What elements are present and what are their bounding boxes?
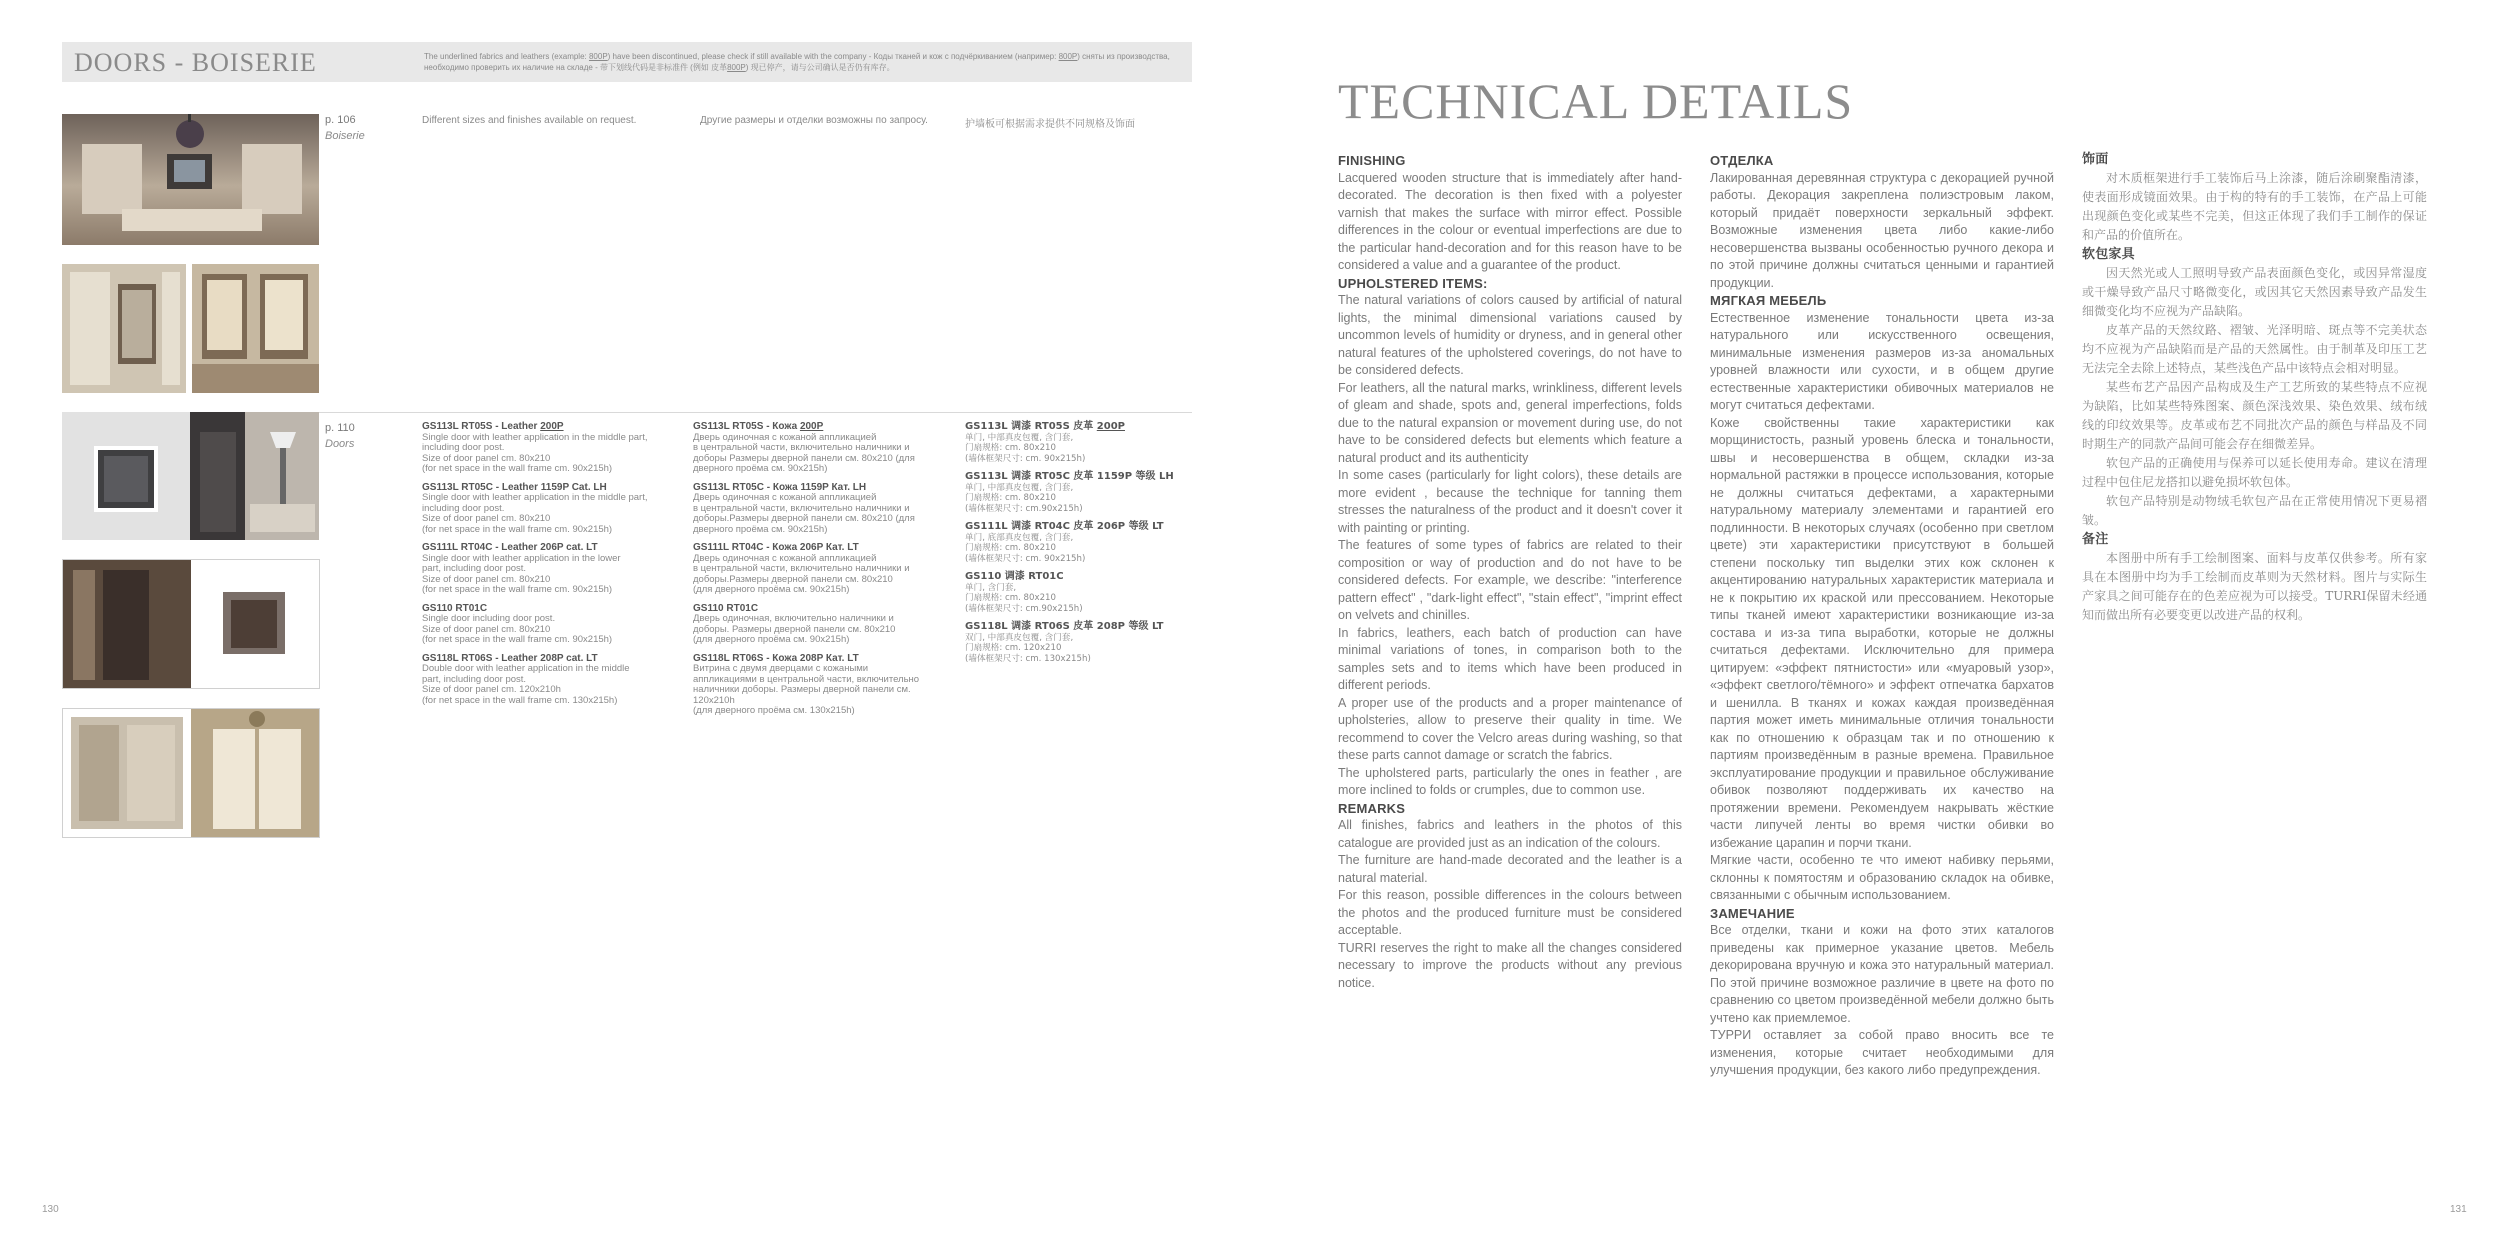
product-item <box>965 572 1215 614</box>
product-description-line: 门扇规格: cm. 80x210 <box>965 593 1056 603</box>
product-item <box>422 422 672 475</box>
door-double-photo <box>62 708 320 838</box>
section-paragraph: 皮革产品的天然纹路、褶皱、光泽明暗、斑点等不完美状态均不应视为产品缺陷而是产品的天然属性。由于制革及印压工艺无法完全去除上述特点，某些浅色产品中该特点会相对明显。 <box>2082 323 2427 375</box>
product-description-line: в центральной части, включительно наличники и <box>693 563 910 574</box>
doors-page-ref: p. 110 <box>325 422 355 434</box>
product-description-line: Size of door panel cm. 80x210 <box>422 623 551 635</box>
section-heading: 备注 <box>2082 532 2109 547</box>
section-paragraph: 对木质框架进行手工装饰后马上涂漆，随后涂刷聚酯清漆，使表面形成镜面效果。由于构的特有的手工装饰，在产品上可能出现颜色变化或某些不完美，但这正体现了我们手工制作的保证和产品的价值所在。 <box>2082 171 2427 242</box>
product-list-ru <box>693 422 943 725</box>
section-paragraph: Естественное изменение тональности цвета из-за натурального или искусственного освещения, минимальные изменения размеров из-за аномальных уровней влажности или сухости, и в общем другие естественные характеристики обивочных материалов не могут считаться дефектами. <box>1710 310 2054 412</box>
sizes-note-zh: 护墙板可根据需求提供不同规格及饰面 <box>965 119 1135 130</box>
product-item <box>965 422 1215 464</box>
product-list-zh <box>965 422 1215 672</box>
product-description-line: Size of door panel cm. 80x210 <box>422 513 551 524</box>
product-description-line: 双门, 中部真皮包覆, 含门套, <box>965 632 1074 643</box>
product-description-line: Дверь одиночная с кожаной аппликацией <box>693 431 877 443</box>
sizes-note-en: Different sizes and finishes available on request. <box>422 115 637 126</box>
section-heading: МЯГКАЯ МЕБЕЛЬ <box>1710 293 1827 308</box>
technical-text-zh <box>2082 150 2427 625</box>
product-description-line: (for net space in the wall frame cm. 90x215h) <box>422 584 613 595</box>
boiserie-page-ref: p. 106 <box>325 114 356 126</box>
product-description-line: (for net space in the wall frame cm. 90x215h) <box>422 523 613 535</box>
product-description-line: 单门, 中部真皮包覆, 含门套, <box>965 432 1074 443</box>
product-item <box>965 472 1215 514</box>
product-description-line: part, including door post. <box>422 673 527 685</box>
section-paragraph: A proper use of the products and a proper maintenance of upholsteries, allow to preserve their quality in time. We recommend to cover the Velcro areas during washing, so that these parts cannot damage or scratch the fabrics. <box>1338 695 1682 762</box>
section-paragraph: TURRI reserves the right to make all the changes considered necessary to improve the products without any previous notice. <box>1338 940 1682 990</box>
product-description-line: доборы. Размеры дверной панели см. 80x210 <box>693 623 896 635</box>
section-paragraph: Коже свойственны такие характеристики как морщинистость, разный уровень блеска и тональности, швы и несовершенства в общем, складки из-за нормальной растяжки в процессе использования, которые не должны считаться дефектами, а характерными натуральному материалу элементами и гарантией его подлинности. В некоторых случаях (особенно при светлом цвете) эти характеристики присутствуют в большей степени поскольку тип выделки этих кож склонен к акцентированию натуральных характеристик материала и не к покрытию их краской или прессованием. Некоторые типы тканей имеют характеристики возникающие из-за состава и из-за типа выработки, которые не должны считаться дефектами. Исключительно для примера цитируем: «эффект пятнистости» или «муаровый узор», «эффект светлого/тёмного» и эффект отпечатка бархатов и шенилла. В тканях и кожах каждая произведённая партия может иметь минимальные отличия тональности как по отношению к образцам так и по отношению к партиям произведённым в разные времена. Правильное эксплуатирование продукции и правильное обслуживание обивок позволяют поддерживать их качество на протяжении времени. Рекомендуем накрывать жёсткие части липучей ленты во время чистки обивки во избежание царапин и порчи ткани. <box>1710 415 2054 850</box>
section-paragraph: The features of some types of fabrics are related to their composition or way of production and do not have to be considered defects. For example, we describe: "interference pattern effect" , "dark-light effect", "stain effect", "imprint effect on velvets and chinilles. <box>1338 538 1682 622</box>
product-item <box>693 604 943 646</box>
section-heading: ОТДЕЛКА <box>1710 153 1774 168</box>
product-description-line: (for net space in the wall frame cm. 130x215h) <box>422 694 618 706</box>
technical-details-title: TECHNICAL DETAILS <box>1338 73 1854 129</box>
doors-reference <box>325 422 355 450</box>
section-heading: ЗАМЕЧАНИЕ <box>1710 905 1795 921</box>
product-item <box>422 654 672 707</box>
product-description-line: дверного проёма см. 90x215h) <box>693 523 828 535</box>
product-description-line: (for net space in the wall frame cm. 90x215h) <box>422 634 613 645</box>
product-item <box>693 654 943 717</box>
boiserie-detail-photo-left <box>62 264 186 393</box>
product-description-line: (for net space in the wall frame cm. 90x215h) <box>422 463 613 474</box>
section-heading: 饰面 <box>2082 152 2109 167</box>
sizes-note-ru: Другие размеры и отделки возможны по запросу. <box>700 115 928 126</box>
product-code: GS113L RT05S - Кожа 200P <box>693 421 824 432</box>
product-code: GS113L 调漆 RT05C 皮革 1159P 等级 LH <box>965 471 1174 482</box>
product-description-line: Double door with leather application in the middle <box>422 663 630 674</box>
product-code: GS118L RT06S - Leather 208P cat. LT <box>422 652 598 664</box>
technical-text-en <box>1338 152 1682 992</box>
section-paragraph: In fabrics, leathers, each batch of production can have minimal variations of tones, in comparison both to the samples sets and to items which have been produced in different periods. <box>1338 625 1682 692</box>
product-list-en <box>422 422 672 714</box>
page-number-right: 131 <box>2450 1204 2467 1215</box>
product-code: GS113L RT05S - Leather 200P <box>422 421 564 432</box>
product-description-line: including door post. <box>422 442 505 453</box>
door-interior-photo <box>190 412 319 540</box>
door-gray-photo <box>62 412 190 540</box>
door-dark-photo <box>62 559 320 689</box>
product-description-line: Дверь одиночная с кожаной аппликацией <box>693 492 877 503</box>
section-paragraph: For leathers, all the natural marks, wrinkliness, different levels of gleam and shade, spots and, general imperfections, folds due to the natural expansion or movement during use, do not have to be considered defects but elements which feature a natural product and its authenticity <box>1338 380 1682 465</box>
product-description-line: (墙体框架尺寸: cm. 90x215h) <box>965 453 1086 464</box>
product-description-line: аппликациями в центральной части, включительно <box>693 673 920 685</box>
product-description-line: Дверь одиночная с кожаной аппликацией <box>693 552 877 564</box>
doors-category: Doors <box>325 438 355 450</box>
section-paragraph: Все отделки, ткани и кожи на фото этих каталогов приведены как примерное указание цветов. Мебель декорирована вручную и кожа это натуральный материал. По этой причине возможное различие в цвете на фото по сравнению со цветом произведённой мебели должно быть учтено как приемлемое. <box>1710 923 2054 1025</box>
product-description-line: Size of door panel cm. 80x210 <box>422 573 551 585</box>
boiserie-category: Boiserie <box>325 130 365 142</box>
leather-code: 200P <box>1096 421 1125 432</box>
section-paragraph: ТУРРИ оставляет за собой право вносить все те изменения, которые считает необходимыми для улучшения продукции, без какого либо предупреждения. <box>1710 1028 2054 1077</box>
product-item <box>693 543 943 596</box>
product-description-line: part, including door post. <box>422 563 527 574</box>
discontinued-note: The underlined fabrics and leathers (example: 800P) have been discontinued, please check if still available with the company - Коды тканей и кож с подчёркиванием (например: 800P) сняты из производства, необходимо проверить их наличие на складе - 带下划线代码是非标准件 (例如 皮革800P) 现已停产，请与公司确认是否仍有库存。 <box>424 52 1170 72</box>
product-description-line: Дверь одиночная, включительно наличники и <box>693 613 894 624</box>
section-paragraph: 软包产品的正确使用与保养可以延长使用寿命。建议在清理过程中包住尼龙搭扣以避免损坏软包体。 <box>2082 456 2427 489</box>
section-paragraph: Мягкие части, особенно те что имеют набивку перьями, склонны к помятостям и образованию складок на обивке, связанными с обычным использованием. <box>1710 853 2054 902</box>
section-header-band <box>62 42 1192 82</box>
product-description-line: в центральной части, включительно наличники и <box>693 502 910 514</box>
product-code: GS113L RT05C - Leather 1159P Cat. LH <box>422 481 607 493</box>
product-description-line: наличники доборы. Размеры дверной панели см. <box>693 684 911 695</box>
product-description-line: Single door with leather application in the middle part, <box>422 431 648 443</box>
section-paragraph: 本图册中所有手工绘制图案、面料与皮革仅供参考。所有家具在本图册中均为手工绘制而皮革则为天然材料。图片与实际生产家具之间可能存在的色差应视为可以接受。TURRI保留未经通知而做出所有必要变更以改进产品的权利。 <box>2082 551 2427 622</box>
product-description-line: дверного проёма см. 90x215h) <box>693 463 828 474</box>
section-heading: FINISHING <box>1338 153 1406 168</box>
section-paragraph: All finishes, fabrics and leathers in the photos of this catalogue are provided just as an indication of the colours. <box>1338 818 1682 850</box>
product-code: GS111L RT04C - Кожа 206P Кат. LT <box>693 542 859 553</box>
product-code: GS118L 调漆 RT06S 皮革 208P 等级 LT <box>965 621 1164 632</box>
product-description-line: 门扇规格: cm. 80x210 <box>965 443 1056 453</box>
section-paragraph: Лакированная деревянная структура с декорацией ручной работы. Декорация закреплена полиэстровым лаком, который придаёт поверхности зеркальный эффект. Возможные изменения цвета либо какие-либо несовершенства вызваны особенностью ручного декора и по этой причине должны считаться ценными и гарантией продукции. <box>1710 170 2054 290</box>
product-description-line: доборы.Размеры дверной панели см. 80x210 <box>693 573 893 585</box>
section-paragraph: Lacquered wooden structure that is immediately after hand-decorated. The decoration is then fixed with a polyester varnish that makes the surface with mirror effect. Possible differences in the colour or eventual imperfections are due to the particular hand-decoration and for this reason have to be considered a value and a guarantee of the product. <box>1338 170 1682 272</box>
product-code: GS110 RT01C <box>693 602 759 614</box>
product-description-line: (墙体框架尺寸: cm. 130x215h) <box>965 653 1091 664</box>
leather-code: 200P <box>540 421 564 432</box>
product-description-line: (墙体框架尺寸: cm.90x215h) <box>965 503 1083 514</box>
product-item <box>422 543 672 596</box>
product-description-line: (для дверного проёма см. 90x215h) <box>693 634 850 645</box>
section-title: DOORS - BOISERIE <box>74 48 317 77</box>
product-item <box>965 522 1215 564</box>
product-description-line: доборы Размеры дверной панели см. 80x210 (для <box>693 452 915 464</box>
product-description-line: доборы.Размеры дверной панели см. 80x210 (для <box>693 513 915 524</box>
product-description-line: Витрина с двумя дверцами с кожаными <box>693 663 869 674</box>
section-paragraph: The furniture are hand-made decorated and the leather is a natural material. <box>1338 853 1682 885</box>
section-paragraph: The upholstered parts, particularly the ones in feather , are more inclined to folds or crumples, due to common use. <box>1338 765 1682 797</box>
product-item <box>693 422 943 475</box>
product-code: GS111L 调漆 RT04C 皮革 206P 等级 LT <box>965 521 1164 532</box>
product-description-line: Single door including door post. <box>422 613 556 624</box>
page-number-left: 130 <box>42 1204 59 1215</box>
product-description-line: Single door with leather application in the lower <box>422 552 621 564</box>
product-item <box>693 483 943 536</box>
right-page <box>1250 0 2500 1250</box>
product-description-line: в центральной части, включительно наличники и <box>693 442 910 453</box>
boiserie-reference <box>325 114 365 142</box>
product-description-line: Single door with leather application in the middle part, <box>422 492 648 503</box>
product-description-line: including door post. <box>422 502 505 514</box>
product-item <box>422 483 672 536</box>
section-paragraph: 软包产品特别是动物绒毛软包产品在正常使用情况下更易褶皱。 <box>2082 494 2427 527</box>
leather-code: 200P <box>799 421 824 432</box>
product-description-line: 门扇规格: cm. 80x210 <box>965 493 1056 503</box>
section-paragraph: For this reason, possible differences in the colours between the photos and the produced furniture must be considered acceptable. <box>1338 888 1682 937</box>
product-code: GS111L RT04C - Leather 206P cat. LT <box>422 542 598 553</box>
product-description-line: (для дверного проёма см. 130x215h) <box>693 705 855 716</box>
section-paragraph: In some cases (particularly for light colors), these details are more evident , because the technique for tanning them stresses the naturalness of the product and it doesn't cover it with painting or printing. <box>1338 468 1682 535</box>
product-description-line: Size of door panel cm. 80x210 <box>422 452 551 464</box>
product-item <box>422 604 672 646</box>
product-description-line: (для дверного проёма см. 90x215h) <box>693 584 850 595</box>
section-heading: UPHOLSTERED ITEMS: <box>1338 275 1488 291</box>
section-heading: REMARKS <box>1338 800 1406 816</box>
product-description-line: 门扇规格: cm. 120x210 <box>965 643 1062 653</box>
product-item <box>965 622 1215 664</box>
section-paragraph: The natural variations of colors caused by artificial of natural lights, the minimal dimensional variations caused by uncommon levels of humidity or dryness, and in general other natural features of the upholstered coverings, do not have to be considered defects. <box>1338 293 1682 377</box>
product-description-line: (墙体框架尺寸: cm.90x215h) <box>965 603 1083 614</box>
boiserie-detail-photo-right <box>192 264 319 393</box>
product-code: GS113L RT05C - Кожа 1159P Кат. LH <box>693 481 867 493</box>
boiserie-room-photo <box>62 114 319 245</box>
technical-text-ru <box>1710 152 2054 1080</box>
product-description-line: 单门, 含门套, <box>965 582 1017 593</box>
product-description-line: 单门, 底部真皮包覆, 含门套, <box>965 532 1074 543</box>
product-code: GS113L 调漆 RT05S 皮革 200P <box>965 421 1125 432</box>
section-paragraph: 因天然光或人工照明导致产品表面颜色变化，或因异常湿度或干燥导致产品尺寸略微变化，或因其它天然因素导致产品发生细微变化均不应视为产品缺陷。 <box>2082 266 2427 318</box>
product-description-line: 单门, 中部真皮包覆, 含门套, <box>965 482 1074 493</box>
product-code: GS118L RT06S - Кожа 208P Кат. LT <box>693 652 859 664</box>
product-description-line: (墙体框架尺寸: cm. 90x215h) <box>965 553 1086 564</box>
product-description-line: 120x210h <box>693 694 735 706</box>
product-description-line: 门扇规格: cm. 80x210 <box>965 543 1056 553</box>
section-heading: 软包家具 <box>2082 247 2135 262</box>
product-description-line: Size of door panel cm. 120x210h <box>422 684 561 695</box>
section-paragraph: 某些布艺产品因产品构成及生产工艺所致的某些特点不应视为缺陷，比如某些特殊图案、颜色深浅效果、染色效果、绒布绒线的印纹效果等。皮革或布艺不同批次产品的颜色与样品及不同时期生产的同款产品间可能会存在细微差异。 <box>2082 380 2427 451</box>
product-code: GS110 调漆 RT01C <box>965 571 1064 582</box>
product-code: GS110 RT01C <box>422 602 488 614</box>
